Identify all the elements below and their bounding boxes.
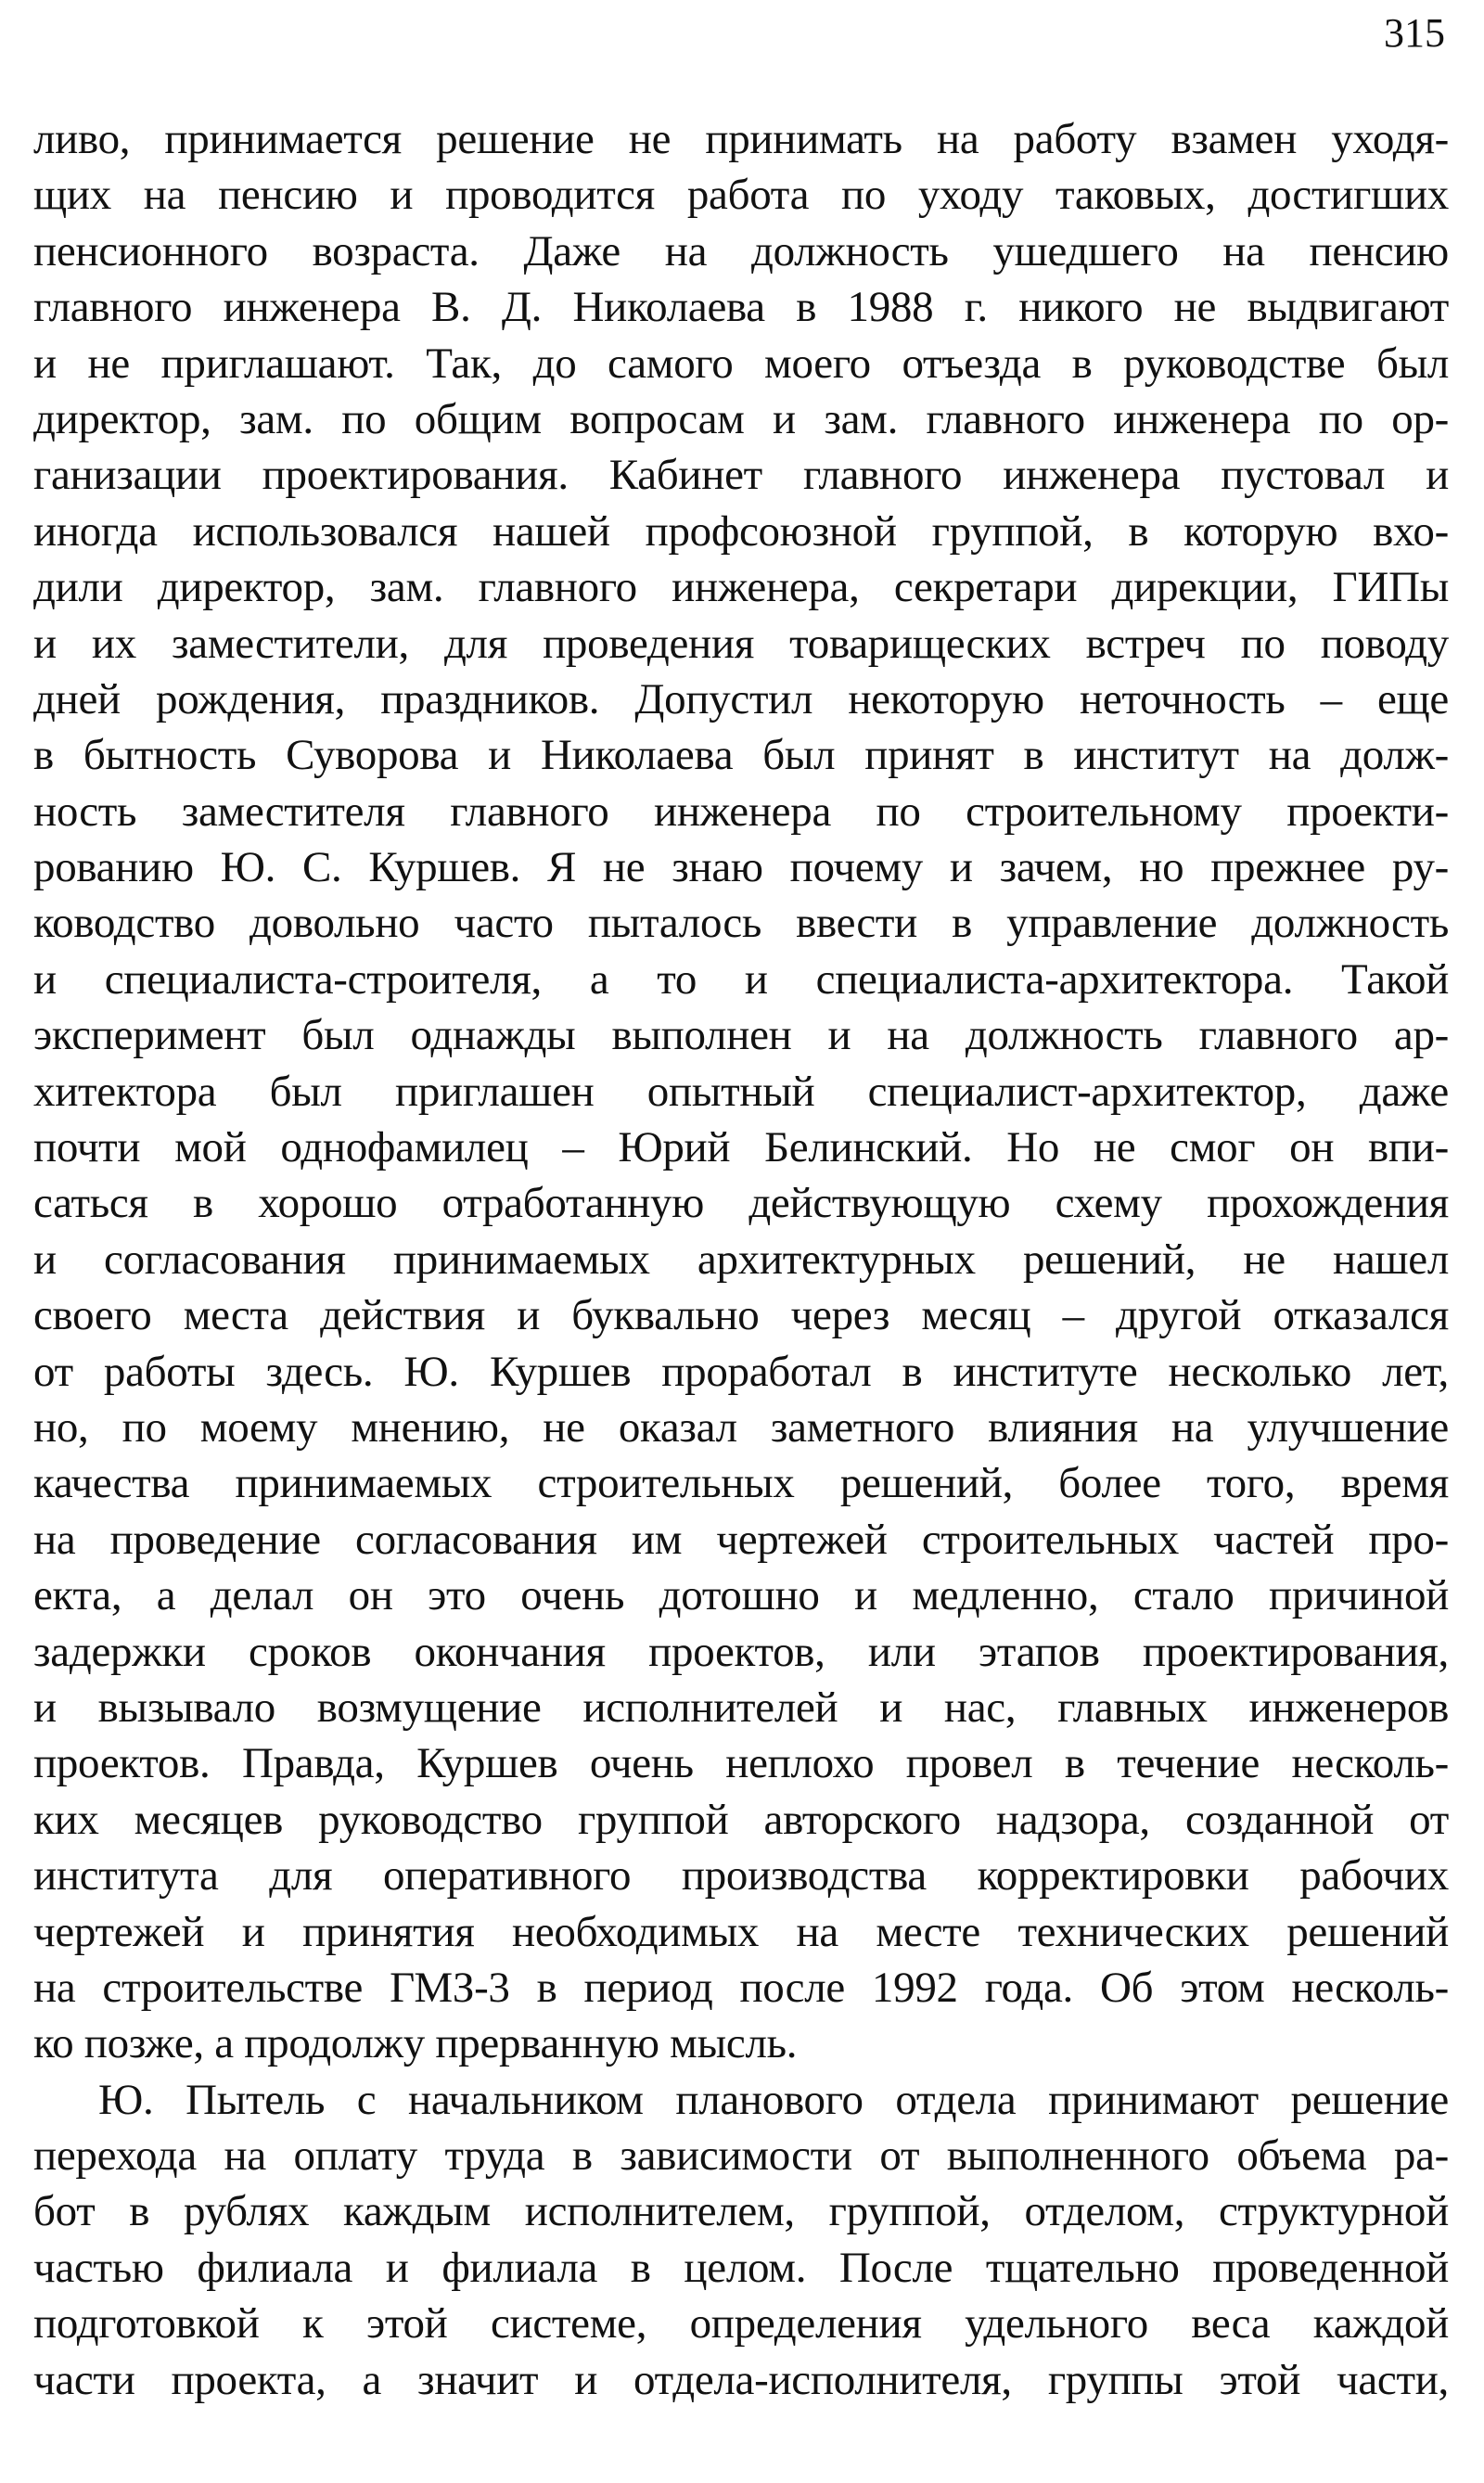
text-line: частью филиала и филиала в целом. После тщательно проведенной (33, 2243, 1449, 2292)
text-line: рованию Ю. С. Куршев. Я не знаю почему и зачем, но прежнее ру- (33, 843, 1449, 892)
text-line: бот в рублях каждым исполнителем, группой, отделом, структурной (33, 2187, 1449, 2236)
text-line: почти мой однофамилец – Юрий Белинский. Но не смог он впи- (33, 1123, 1449, 1172)
text-line: Ю. Пытель с начальником планового отдела принимают решение (98, 2075, 1449, 2124)
text-line: ность заместителя главного инженера по строительному проекти- (33, 787, 1449, 836)
text-line: но, по моему мнению, не оказал заметного влияния на улучшение (33, 1402, 1449, 1452)
text-line: задержки сроков окончания проектов, или этапов проектирования, (33, 1627, 1449, 1676)
text-line: хитектора был приглашен опытный специалист-архитектор, даже (33, 1067, 1449, 1116)
text-line: перехода на оплату труда в зависимости от выполненного объема ра- (33, 2131, 1449, 2181)
text-line: пенсионного возраста. Даже на должность ушедшего на пенсию (33, 226, 1449, 275)
page-number: 315 (1384, 10, 1445, 56)
text-line: щих на пенсию и проводится работа по уходу таковых, достигших (33, 171, 1449, 220)
text-line: ких месяцев руководство группой авторского надзора, созданной от (33, 1795, 1449, 1844)
text-line: ливо, принимается решение не принимать на работу взамен уходя- (33, 115, 1449, 163)
text-line: своего места действия и буквально через месяц – другой отказался (33, 1291, 1449, 1340)
text-line: проектов. Правда, Куршев очень неплохо провел в течение несколь- (33, 1739, 1449, 1788)
text-line: части проекта, а значит и отдела-исполнителя, группы этой части, (33, 2355, 1449, 2404)
text-line: от работы здесь. Ю. Куршев проработал в институте несколько лет, (33, 1347, 1449, 1396)
text-line: подготовкой к этой системе, определения удельного веса каждой (33, 2299, 1449, 2349)
text-line: и вызывало возмущение исполнителей и нас, главных инженеров (33, 1683, 1449, 1732)
text-line: в бытность Суворова и Николаева был принят в институт на долж- (33, 731, 1449, 780)
text-line: директор, зам. по общим вопросам и зам. главного инженера по ор- (33, 394, 1449, 443)
text-line: чертежей и принятия необходимых на месте технических решений (33, 1907, 1449, 1956)
paragraph-2 (33, 2072, 1449, 2408)
text-line: екта, а делал он это очень дотошно и медленно, стало причиной (33, 1571, 1449, 1620)
text-line: и их заместители, для проведения товарищеских встреч по поводу (33, 619, 1449, 668)
text-line: и не приглашают. Так, до самого моего отъезда в руководстве был (33, 339, 1449, 388)
text-line: дней рождения, праздников. Допустил некоторую неточность – еще (33, 674, 1449, 723)
text-line: и согласования принимаемых архитектурных решений, не нашел (33, 1235, 1449, 1284)
text-line: иногда использовался нашей профсоюзной группой, в которую вхо- (33, 506, 1449, 556)
text-line: эксперимент был однажды выполнен и на должность главного ар- (33, 1011, 1449, 1060)
text-line: ководство довольно часто пыталось ввести в управление должность (33, 899, 1449, 948)
text-line: качества принимаемых строительных решений, более того, время (33, 1459, 1449, 1508)
body-text (33, 111, 1449, 2408)
text-line: и специалиста-строителя, а то и специалиста-архитектора. Такой (33, 954, 1449, 1004)
text-line: ко позже, а продолжу прерванную мысль. (33, 2019, 798, 2068)
text-line: на строительстве ГМЗ-3 в период после 1992 года. Об этом несколь- (33, 1963, 1449, 2012)
text-line: дили директор, зам. главного инженера, секретари дирекции, ГИПы (33, 563, 1449, 612)
text-line: главного инженера В. Д. Николаева в 1988 г. никого не выдвигают (33, 283, 1449, 332)
text-line: ганизации проектирования. Кабинет главного инженера пустовал и (33, 451, 1449, 500)
text-line: саться в хорошо отработанную действующую схему прохождения (33, 1179, 1449, 1228)
text-line: института для оперативного производства корректировки рабочих (33, 1851, 1449, 1901)
text-line: на проведение согласования им чертежей строительных частей про- (33, 1515, 1449, 1564)
paragraph-1 (33, 111, 1449, 2072)
